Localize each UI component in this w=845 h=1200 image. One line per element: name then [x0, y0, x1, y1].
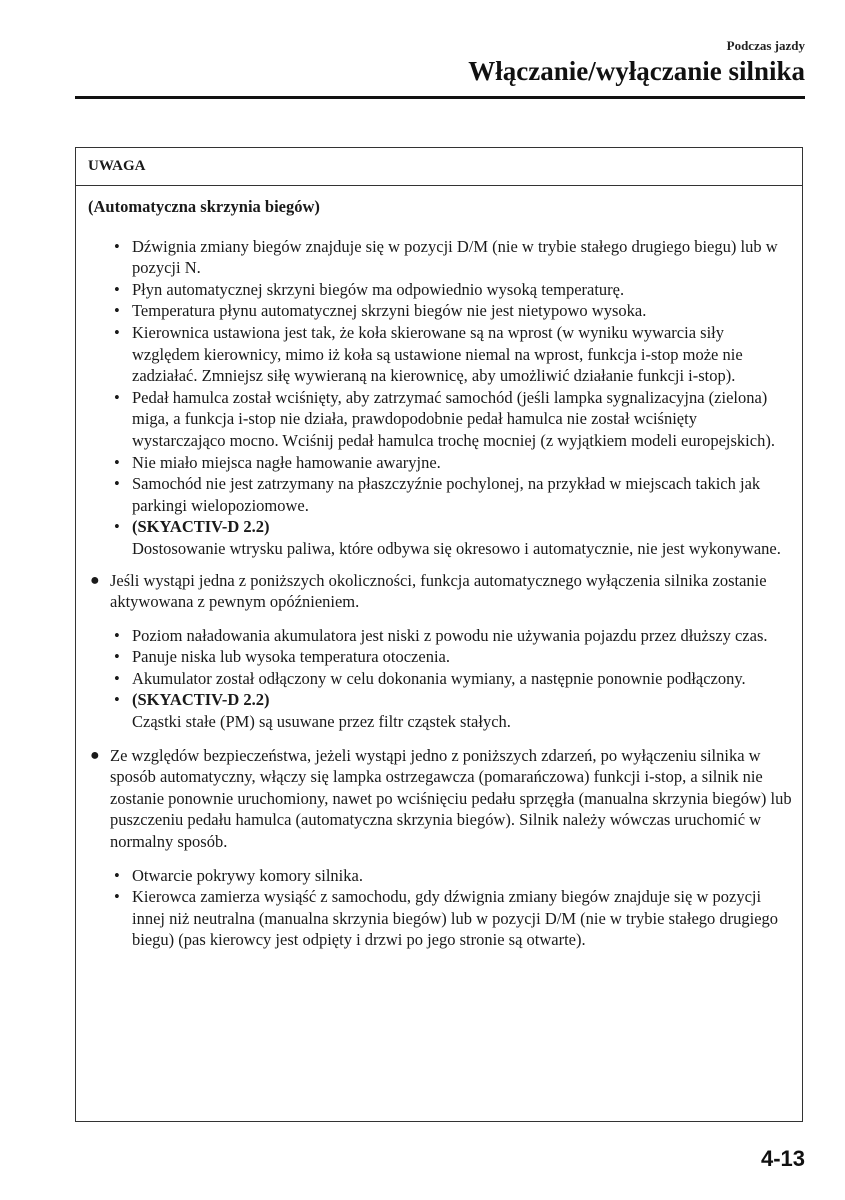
delay-intro: Jeśli wystąpi jedna z poniższych okoliczności, funkcja automatycznego wyłączenia silnika zostanie aktywowana z pewnym opóźnieniem. — [110, 570, 767, 612]
delay-section — [88, 570, 792, 733]
list-item: • Temperatura płynu automatycznej skrzyni biegów nie jest nietypowo wysoka. — [110, 300, 792, 322]
safety-intro: Ze względów bezpieczeństwa, jeżeli wystąpi jedno z poniższych zdarzeń, po wyłączeniu silnika w sposób automatyczny, włączy się lampka ostrzegawcza (pomarańczowa) funkcji i-stop, a silnik nie zostanie ponownie uruchomiony, nawet po wciśnięciu pedału sprzęgła (manualna skrzynia biegów) lub puszczeniu pedału hamulca (automatyczna skrzynia biegów). Silnik należy wówczas uruchomić w normalny sposób. — [110, 745, 792, 852]
skyactiv-label: (SKYACTIV-D 2.2) — [132, 690, 270, 710]
list-item: • Akumulator został odłączony w celu dokonania wymiany, a następnie ponownie podłączony. — [110, 668, 792, 690]
list-item: • Poziom naładowania akumulatora jest niski z powodu nie używania pojazdu przez dłuższy czas. — [110, 625, 792, 647]
note-label: UWAGA — [76, 148, 802, 186]
bullet-icon: ● — [90, 571, 100, 589]
page-number: 4-13 — [760, 1146, 805, 1171]
delay-items-list — [110, 625, 792, 733]
list-item: • Płyn automatycznej skrzyni biegów ma odpowiednio wysoką temperaturę. — [110, 279, 792, 301]
note-box — [75, 147, 803, 1122]
safety-section — [88, 745, 792, 951]
list-item: • Kierowca zamierza wysiąść z samochodu, gdy dźwignia zmiany biegów znajduje się w pozycji innej niż neutralna (manualna skrzynia biegów) lub w pozycji D/M (nie w trybie stałego drugiego biegu) (pas kierowcy jest odpięty i drzwi po jego stronie są otwarte). — [110, 886, 792, 951]
skyactiv-text: Dostosowanie wtrysku paliwa, które odbywa się okresowo i automatycznie, nie jest wykonywane. — [132, 538, 781, 558]
list-item: • Panuje niska lub wysoka temperatura otoczenia. — [110, 646, 792, 668]
list-item — [110, 516, 792, 559]
list-item: • Pedał hamulca został wciśnięty, aby zatrzymać samochód (jeśli lampka sygnalizacyjna (zielona) miga, a funkcja i-stop nie działa, prawdopodobnie pedał hamulca nie został wciśnięty wystarczająco mocno. Wciśnij pedał hamulca trochę mocniej (z wyjątkiem modeli europejskich). — [110, 387, 792, 452]
list-item: • Kierownica ustawiona jest tak, że koła skierowane są na wprost (w wyniku wywarcia siły względem kierownicy, mimo iż koła są ustawione niemal na wprost, funkcja i-stop może nie zadziałać. Zmniejsz siłę wywieraną na kierownicę, aby umożliwić działanie funkcji i-stop). — [110, 322, 792, 387]
list-item: • Otwarcie pokrywy komory silnika. — [110, 865, 792, 887]
list-item — [110, 689, 792, 732]
bullet-icon: ● — [90, 746, 100, 764]
section-label: Podczas jazdy — [726, 38, 805, 53]
note-body — [76, 186, 802, 951]
main-list — [88, 570, 792, 952]
list-item: • Samochód nie jest zatrzymany na płaszczyźnie pochylonej, na przykład w miejscach takich jak parkingi wielopoziomowe. — [110, 473, 792, 516]
note-subheading: (Automatyczna skrzynia biegów) — [88, 197, 320, 216]
list-item: • Dźwignia zmiany biegów znajduje się w pozycji D/M (nie w trybie stałego drugiego biegu) lub w pozycji N. — [110, 236, 792, 279]
list-item: • Nie miało miejsca nagłe hamowanie awaryjne. — [110, 452, 792, 474]
safety-items-list — [110, 865, 792, 951]
skyactiv-label: (SKYACTIV-D 2.2) — [132, 517, 270, 537]
title-divider — [75, 96, 805, 99]
page-title: Włączanie/wyłączanie silnika — [468, 56, 805, 86]
conditions-list — [110, 236, 792, 560]
skyactiv-text: Cząstki stałe (PM) są usuwane przez filtr cząstek stałych. — [132, 712, 511, 732]
